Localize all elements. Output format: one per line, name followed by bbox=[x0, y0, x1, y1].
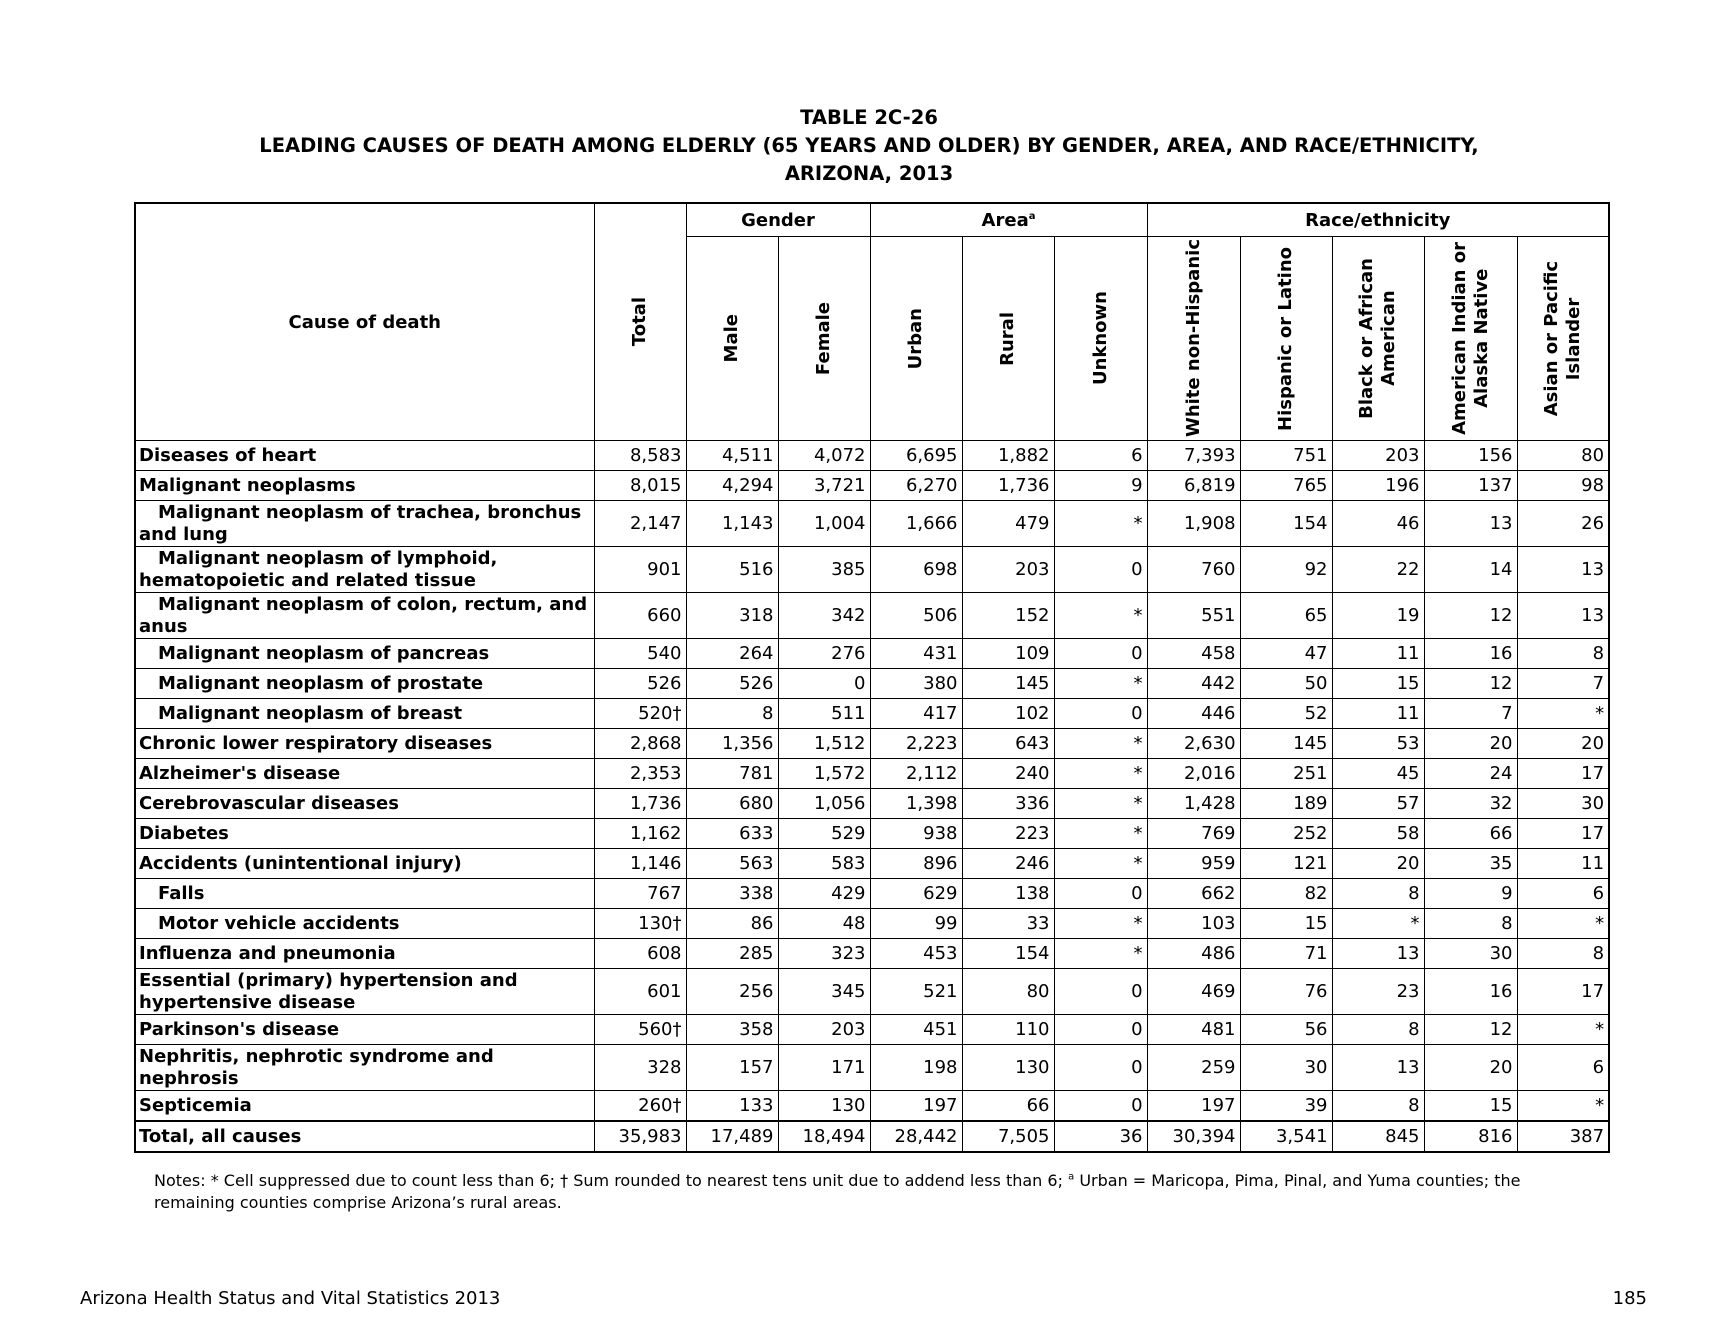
cause-cell: Malignant neoplasm of trachea, bronchus and lung bbox=[135, 501, 594, 547]
value-cell: 8 bbox=[1332, 1015, 1424, 1045]
value-cell: 358 bbox=[686, 1015, 778, 1045]
value-cell: 511 bbox=[778, 699, 870, 729]
table-row bbox=[135, 699, 1609, 729]
value-cell: 30 bbox=[1517, 789, 1609, 819]
value-cell: * bbox=[1054, 669, 1147, 699]
value-cell: 145 bbox=[962, 669, 1054, 699]
value-cell: 769 bbox=[1147, 819, 1240, 849]
header-male: Male bbox=[686, 237, 778, 441]
header-hispanic: Hispanic or Latino bbox=[1240, 237, 1332, 441]
cause-cell: Total, all causes bbox=[135, 1121, 594, 1152]
value-cell: 2,016 bbox=[1147, 759, 1240, 789]
table-row bbox=[135, 1045, 1609, 1091]
value-cell: 11 bbox=[1332, 699, 1424, 729]
table-row bbox=[135, 909, 1609, 939]
value-cell: 8,583 bbox=[594, 441, 686, 471]
value-cell: 0 bbox=[1054, 879, 1147, 909]
footer-page-number: 185 bbox=[1612, 1288, 1647, 1309]
value-cell: 1,908 bbox=[1147, 501, 1240, 547]
value-cell: 3,721 bbox=[778, 471, 870, 501]
table-row bbox=[135, 1015, 1609, 1045]
table-subtitle: ARIZONA, 2013 bbox=[784, 162, 954, 185]
value-cell: 28,442 bbox=[870, 1121, 962, 1152]
value-cell: 152 bbox=[962, 593, 1054, 639]
cause-cell: Essential (primary) hypertension and hypertensive disease bbox=[135, 969, 594, 1015]
value-cell: 521 bbox=[870, 969, 962, 1015]
value-cell: 52 bbox=[1240, 699, 1332, 729]
table-title-block bbox=[134, 104, 1604, 188]
value-cell: * bbox=[1517, 909, 1609, 939]
value-cell: 417 bbox=[870, 699, 962, 729]
table-row bbox=[135, 819, 1609, 849]
value-cell: 26 bbox=[1517, 501, 1609, 547]
value-cell: 751 bbox=[1240, 441, 1332, 471]
header-asian: Asian or Pacific Islander bbox=[1517, 237, 1609, 441]
value-cell: 526 bbox=[594, 669, 686, 699]
value-cell: 901 bbox=[594, 547, 686, 593]
value-cell: 157 bbox=[686, 1045, 778, 1091]
value-cell: 12 bbox=[1424, 1015, 1517, 1045]
value-cell: * bbox=[1054, 501, 1147, 547]
value-cell: 137 bbox=[1424, 471, 1517, 501]
value-cell: * bbox=[1517, 1091, 1609, 1122]
value-cell: 643 bbox=[962, 729, 1054, 759]
value-cell: 429 bbox=[778, 879, 870, 909]
cause-cell: Motor vehicle accidents bbox=[135, 909, 594, 939]
value-cell: 19 bbox=[1332, 593, 1424, 639]
value-cell: 458 bbox=[1147, 639, 1240, 669]
value-cell: 0 bbox=[1054, 1045, 1147, 1091]
value-cell: 1,428 bbox=[1147, 789, 1240, 819]
table-title: LEADING CAUSES OF DEATH AMONG ELDERLY (65 YEARS AND OLDER) BY GENDER, AREA, AND RACE/ETHNICITY, bbox=[259, 134, 1479, 157]
value-cell: 4,511 bbox=[686, 441, 778, 471]
value-cell: 529 bbox=[778, 819, 870, 849]
value-cell: 39 bbox=[1240, 1091, 1332, 1122]
value-cell: 156 bbox=[1424, 441, 1517, 471]
value-cell: 46 bbox=[1332, 501, 1424, 547]
cause-cell: Malignant neoplasm of lymphoid, hematopoietic and related tissue bbox=[135, 547, 594, 593]
value-cell: 45 bbox=[1332, 759, 1424, 789]
header-white: White non-Hispanic bbox=[1147, 237, 1240, 441]
value-cell: 469 bbox=[1147, 969, 1240, 1015]
value-cell: 98 bbox=[1517, 471, 1609, 501]
value-cell: 154 bbox=[1240, 501, 1332, 547]
value-cell: 563 bbox=[686, 849, 778, 879]
value-cell: 133 bbox=[686, 1091, 778, 1122]
value-cell: 446 bbox=[1147, 699, 1240, 729]
value-cell: 197 bbox=[870, 1091, 962, 1122]
value-cell: 20 bbox=[1332, 849, 1424, 879]
value-cell: 171 bbox=[778, 1045, 870, 1091]
value-cell: 16 bbox=[1424, 639, 1517, 669]
value-cell: 608 bbox=[594, 939, 686, 969]
value-cell: 816 bbox=[1424, 1121, 1517, 1152]
value-cell: 781 bbox=[686, 759, 778, 789]
value-cell: 442 bbox=[1147, 669, 1240, 699]
value-cell: 4,294 bbox=[686, 471, 778, 501]
header-total: Total bbox=[594, 203, 686, 441]
value-cell: 32 bbox=[1424, 789, 1517, 819]
value-cell: 1,162 bbox=[594, 819, 686, 849]
value-cell: 2,147 bbox=[594, 501, 686, 547]
value-cell: 520† bbox=[594, 699, 686, 729]
value-cell: 56 bbox=[1240, 1015, 1332, 1045]
value-cell: * bbox=[1054, 593, 1147, 639]
table-number: TABLE 2C-26 bbox=[800, 106, 938, 129]
footer-publication: Arizona Health Status and Vital Statistics 2013 bbox=[80, 1288, 501, 1309]
value-cell: 17 bbox=[1517, 819, 1609, 849]
value-cell: 328 bbox=[594, 1045, 686, 1091]
table-row bbox=[135, 669, 1609, 699]
value-cell: 154 bbox=[962, 939, 1054, 969]
value-cell: 285 bbox=[686, 939, 778, 969]
value-cell: 2,868 bbox=[594, 729, 686, 759]
value-cell: 203 bbox=[962, 547, 1054, 593]
value-cell: 1,056 bbox=[778, 789, 870, 819]
cause-cell: Influenza and pneumonia bbox=[135, 939, 594, 969]
header-area: Area$^a$ bbox=[870, 203, 1147, 237]
value-cell: 198 bbox=[870, 1045, 962, 1091]
header-female: Female bbox=[778, 237, 870, 441]
value-cell: 336 bbox=[962, 789, 1054, 819]
value-cell: 767 bbox=[594, 879, 686, 909]
value-cell: 845 bbox=[1332, 1121, 1424, 1152]
value-cell: 560† bbox=[594, 1015, 686, 1045]
value-cell: * bbox=[1054, 939, 1147, 969]
value-cell: 601 bbox=[594, 969, 686, 1015]
value-cell: 3,541 bbox=[1240, 1121, 1332, 1152]
value-cell: * bbox=[1054, 849, 1147, 879]
cause-cell: Parkinson's disease bbox=[135, 1015, 594, 1045]
value-cell: 486 bbox=[1147, 939, 1240, 969]
value-cell: 8 bbox=[1332, 1091, 1424, 1122]
value-cell: 0 bbox=[1054, 1015, 1147, 1045]
value-cell: 36 bbox=[1054, 1121, 1147, 1152]
cause-cell: Septicemia bbox=[135, 1091, 594, 1122]
value-cell: * bbox=[1054, 729, 1147, 759]
value-cell: 2,112 bbox=[870, 759, 962, 789]
value-cell: 896 bbox=[870, 849, 962, 879]
value-cell: 145 bbox=[1240, 729, 1332, 759]
cause-cell: Malignant neoplasm of colon, rectum, and anus bbox=[135, 593, 594, 639]
value-cell: 1,146 bbox=[594, 849, 686, 879]
value-cell: 342 bbox=[778, 593, 870, 639]
value-cell: 0 bbox=[778, 669, 870, 699]
value-cell: 130 bbox=[778, 1091, 870, 1122]
cause-cell: Malignant neoplasm of pancreas bbox=[135, 639, 594, 669]
value-cell: 53 bbox=[1332, 729, 1424, 759]
value-cell: 318 bbox=[686, 593, 778, 639]
value-cell: 58 bbox=[1332, 819, 1424, 849]
value-cell: 2,630 bbox=[1147, 729, 1240, 759]
value-cell: 479 bbox=[962, 501, 1054, 547]
value-cell: 583 bbox=[778, 849, 870, 879]
value-cell: 938 bbox=[870, 819, 962, 849]
value-cell: 11 bbox=[1332, 639, 1424, 669]
value-cell: 9 bbox=[1054, 471, 1147, 501]
cause-cell: Cerebrovascular diseases bbox=[135, 789, 594, 819]
value-cell: 506 bbox=[870, 593, 962, 639]
value-cell: 15 bbox=[1332, 669, 1424, 699]
value-cell: 1,736 bbox=[594, 789, 686, 819]
value-cell: 196 bbox=[1332, 471, 1424, 501]
value-cell: 8 bbox=[686, 699, 778, 729]
value-cell: 13 bbox=[1517, 547, 1609, 593]
value-cell: 203 bbox=[778, 1015, 870, 1045]
value-cell: 9 bbox=[1424, 879, 1517, 909]
value-cell: 30 bbox=[1424, 939, 1517, 969]
value-cell: 30,394 bbox=[1147, 1121, 1240, 1152]
header-gender: Gender bbox=[686, 203, 870, 237]
value-cell: 109 bbox=[962, 639, 1054, 669]
value-cell: 130† bbox=[594, 909, 686, 939]
value-cell: 18,494 bbox=[778, 1121, 870, 1152]
table-row bbox=[135, 729, 1609, 759]
value-cell: 17 bbox=[1517, 759, 1609, 789]
table-row bbox=[135, 471, 1609, 501]
value-cell: 380 bbox=[870, 669, 962, 699]
value-cell: 20 bbox=[1424, 729, 1517, 759]
value-cell: 516 bbox=[686, 547, 778, 593]
value-cell: 50 bbox=[1240, 669, 1332, 699]
table-row bbox=[135, 849, 1609, 879]
value-cell: 20 bbox=[1517, 729, 1609, 759]
table-row bbox=[135, 501, 1609, 547]
value-cell: 24 bbox=[1424, 759, 1517, 789]
value-cell: 138 bbox=[962, 879, 1054, 909]
value-cell: 633 bbox=[686, 819, 778, 849]
value-cell: 1,882 bbox=[962, 441, 1054, 471]
value-cell: 526 bbox=[686, 669, 778, 699]
value-cell: 451 bbox=[870, 1015, 962, 1045]
value-cell: * bbox=[1054, 789, 1147, 819]
value-cell: 47 bbox=[1240, 639, 1332, 669]
table-row bbox=[135, 759, 1609, 789]
value-cell: 86 bbox=[686, 909, 778, 939]
value-cell: 7,505 bbox=[962, 1121, 1054, 1152]
value-cell: 240 bbox=[962, 759, 1054, 789]
value-cell: 7,393 bbox=[1147, 441, 1240, 471]
cause-cell: Chronic lower respiratory diseases bbox=[135, 729, 594, 759]
value-cell: 8 bbox=[1332, 879, 1424, 909]
value-cell: 1,572 bbox=[778, 759, 870, 789]
table-notes: Notes: * Cell suppressed due to count less than 6; † Sum rounded to nearest tens unit due to addend less than 6; $^a$ Urban = Maricopa, Pima, Pinal, and Yuma counties; the remaining counties comprise Arizona’s rural areas. bbox=[154, 1171, 1521, 1212]
table-row bbox=[135, 789, 1609, 819]
value-cell: 629 bbox=[870, 879, 962, 909]
value-cell: 0 bbox=[1054, 547, 1147, 593]
value-cell: 57 bbox=[1332, 789, 1424, 819]
value-cell: 6,695 bbox=[870, 441, 962, 471]
value-cell: 760 bbox=[1147, 547, 1240, 593]
value-cell: 765 bbox=[1240, 471, 1332, 501]
value-cell: * bbox=[1054, 909, 1147, 939]
value-cell: 1,398 bbox=[870, 789, 962, 819]
value-cell: 189 bbox=[1240, 789, 1332, 819]
cause-cell: Accidents (unintentional injury) bbox=[135, 849, 594, 879]
value-cell: 8,015 bbox=[594, 471, 686, 501]
value-cell: 13 bbox=[1424, 501, 1517, 547]
value-cell: 16 bbox=[1424, 969, 1517, 1015]
value-cell: 551 bbox=[1147, 593, 1240, 639]
value-cell: 103 bbox=[1147, 909, 1240, 939]
value-cell: 7 bbox=[1424, 699, 1517, 729]
value-cell: 92 bbox=[1240, 547, 1332, 593]
value-cell: 338 bbox=[686, 879, 778, 909]
value-cell: 22 bbox=[1332, 547, 1424, 593]
table-row bbox=[135, 939, 1609, 969]
header-urban: Urban bbox=[870, 237, 962, 441]
value-cell: 256 bbox=[686, 969, 778, 1015]
value-cell: 121 bbox=[1240, 849, 1332, 879]
value-cell: 110 bbox=[962, 1015, 1054, 1045]
value-cell: 99 bbox=[870, 909, 962, 939]
value-cell: 1,356 bbox=[686, 729, 778, 759]
table-total-row bbox=[135, 1121, 1609, 1152]
value-cell: 2,223 bbox=[870, 729, 962, 759]
value-cell: 14 bbox=[1424, 547, 1517, 593]
value-cell: 13 bbox=[1332, 939, 1424, 969]
value-cell: 0 bbox=[1054, 699, 1147, 729]
table-row bbox=[135, 593, 1609, 639]
value-cell: 276 bbox=[778, 639, 870, 669]
value-cell: 12 bbox=[1424, 593, 1517, 639]
value-cell: 6 bbox=[1517, 1045, 1609, 1091]
value-cell: 345 bbox=[778, 969, 870, 1015]
value-cell: 33 bbox=[962, 909, 1054, 939]
value-cell: 71 bbox=[1240, 939, 1332, 969]
value-cell: 698 bbox=[870, 547, 962, 593]
header-black: Black or African American bbox=[1332, 237, 1424, 441]
value-cell: * bbox=[1054, 819, 1147, 849]
cause-cell: Alzheimer's disease bbox=[135, 759, 594, 789]
value-cell: * bbox=[1332, 909, 1424, 939]
value-cell: 15 bbox=[1424, 1091, 1517, 1122]
cause-cell: Malignant neoplasms bbox=[135, 471, 594, 501]
value-cell: 17,489 bbox=[686, 1121, 778, 1152]
header-rural: Rural bbox=[962, 237, 1054, 441]
value-cell: 0 bbox=[1054, 639, 1147, 669]
value-cell: 223 bbox=[962, 819, 1054, 849]
value-cell: 66 bbox=[1424, 819, 1517, 849]
cause-cell: Malignant neoplasm of breast bbox=[135, 699, 594, 729]
value-cell: 1,666 bbox=[870, 501, 962, 547]
value-cell: 260† bbox=[594, 1091, 686, 1122]
table-row bbox=[135, 879, 1609, 909]
value-cell: 82 bbox=[1240, 879, 1332, 909]
value-cell: 540 bbox=[594, 639, 686, 669]
data-table bbox=[134, 202, 1610, 1153]
table-row bbox=[135, 1091, 1609, 1122]
value-cell: 2,353 bbox=[594, 759, 686, 789]
value-cell: 76 bbox=[1240, 969, 1332, 1015]
value-cell: 1,736 bbox=[962, 471, 1054, 501]
cause-cell: Diseases of heart bbox=[135, 441, 594, 471]
value-cell: 680 bbox=[686, 789, 778, 819]
value-cell: 0 bbox=[1054, 969, 1147, 1015]
value-cell: 246 bbox=[962, 849, 1054, 879]
value-cell: 264 bbox=[686, 639, 778, 669]
cause-cell: Nephritis, nephrotic syndrome and nephrosis bbox=[135, 1045, 594, 1091]
value-cell: 11 bbox=[1517, 849, 1609, 879]
header-cause: Cause of death bbox=[135, 203, 594, 441]
table-row bbox=[135, 639, 1609, 669]
value-cell: 0 bbox=[1054, 1091, 1147, 1122]
value-cell: 8 bbox=[1424, 909, 1517, 939]
value-cell: 385 bbox=[778, 547, 870, 593]
cause-cell: Diabetes bbox=[135, 819, 594, 849]
value-cell: 959 bbox=[1147, 849, 1240, 879]
value-cell: 130 bbox=[962, 1045, 1054, 1091]
value-cell: * bbox=[1517, 699, 1609, 729]
value-cell: 15 bbox=[1240, 909, 1332, 939]
value-cell: 35,983 bbox=[594, 1121, 686, 1152]
value-cell: 48 bbox=[778, 909, 870, 939]
value-cell: 1,512 bbox=[778, 729, 870, 759]
value-cell: 13 bbox=[1332, 1045, 1424, 1091]
value-cell: 102 bbox=[962, 699, 1054, 729]
value-cell: 6,819 bbox=[1147, 471, 1240, 501]
value-cell: 17 bbox=[1517, 969, 1609, 1015]
value-cell: * bbox=[1517, 1015, 1609, 1045]
header-race: Race/ethnicity bbox=[1147, 203, 1609, 237]
value-cell: 65 bbox=[1240, 593, 1332, 639]
value-cell: 662 bbox=[1147, 879, 1240, 909]
value-cell: 23 bbox=[1332, 969, 1424, 1015]
value-cell: 12 bbox=[1424, 669, 1517, 699]
value-cell: 323 bbox=[778, 939, 870, 969]
table-row bbox=[135, 969, 1609, 1015]
value-cell: 6 bbox=[1517, 879, 1609, 909]
value-cell: 259 bbox=[1147, 1045, 1240, 1091]
cause-cell: Malignant neoplasm of prostate bbox=[135, 669, 594, 699]
value-cell: 35 bbox=[1424, 849, 1517, 879]
value-cell: * bbox=[1054, 759, 1147, 789]
value-cell: 80 bbox=[962, 969, 1054, 1015]
value-cell: 80 bbox=[1517, 441, 1609, 471]
header-aian: American Indian or Alaska Native bbox=[1424, 237, 1517, 441]
value-cell: 251 bbox=[1240, 759, 1332, 789]
value-cell: 431 bbox=[870, 639, 962, 669]
value-cell: 13 bbox=[1517, 593, 1609, 639]
value-cell: 30 bbox=[1240, 1045, 1332, 1091]
value-cell: 252 bbox=[1240, 819, 1332, 849]
value-cell: 481 bbox=[1147, 1015, 1240, 1045]
value-cell: 6 bbox=[1054, 441, 1147, 471]
header-unknown: Unknown bbox=[1054, 237, 1147, 441]
value-cell: 7 bbox=[1517, 669, 1609, 699]
value-cell: 8 bbox=[1517, 939, 1609, 969]
value-cell: 203 bbox=[1332, 441, 1424, 471]
value-cell: 453 bbox=[870, 939, 962, 969]
value-cell: 6,270 bbox=[870, 471, 962, 501]
table-row bbox=[135, 441, 1609, 471]
value-cell: 1,143 bbox=[686, 501, 778, 547]
value-cell: 1,004 bbox=[778, 501, 870, 547]
table-row bbox=[135, 547, 1609, 593]
value-cell: 387 bbox=[1517, 1121, 1609, 1152]
value-cell: 66 bbox=[962, 1091, 1054, 1122]
value-cell: 4,072 bbox=[778, 441, 870, 471]
cause-cell: Falls bbox=[135, 879, 594, 909]
value-cell: 8 bbox=[1517, 639, 1609, 669]
value-cell: 197 bbox=[1147, 1091, 1240, 1122]
value-cell: 20 bbox=[1424, 1045, 1517, 1091]
value-cell: 660 bbox=[594, 593, 686, 639]
